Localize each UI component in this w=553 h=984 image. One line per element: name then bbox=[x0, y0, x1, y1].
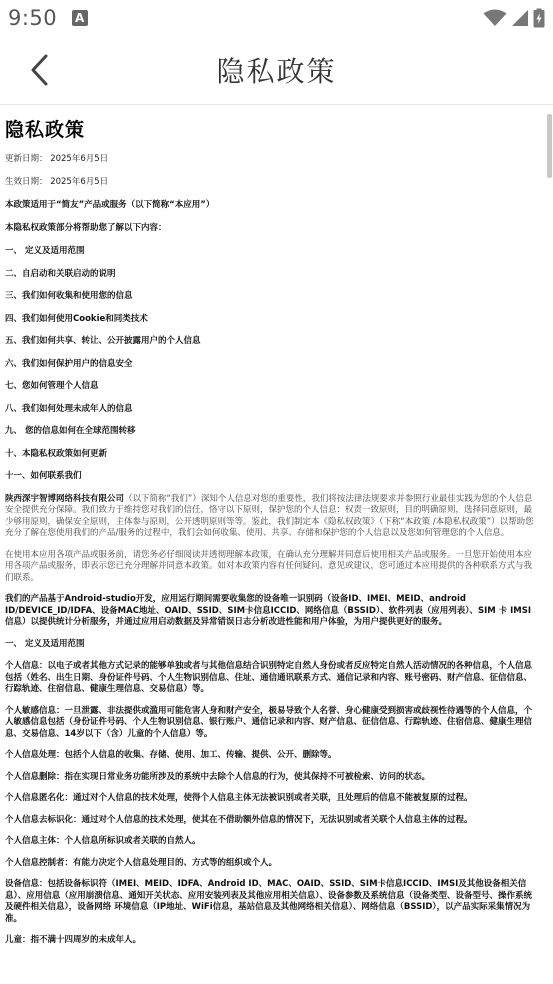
definition-term: 个人信息处理： bbox=[5, 750, 65, 760]
company-name: 陕西深宇智博网络科技有限公司 bbox=[5, 493, 125, 504]
effective-date: 生效日期： 2025年6月5日 bbox=[5, 177, 109, 187]
section-heading: 一、 定义及适用范围 bbox=[5, 638, 85, 649]
toc-item: 二、自启动和关联启动的说明 bbox=[5, 268, 116, 279]
status-time: 9:50 bbox=[8, 6, 58, 30]
definition-item bbox=[5, 935, 534, 947]
toc-item: 六、我们如何保护用户的信息安全 bbox=[5, 358, 133, 369]
definition-term: 个人信息去标识化： bbox=[5, 814, 82, 825]
definition-term: 个人信息： bbox=[5, 661, 48, 671]
definition-item bbox=[5, 793, 534, 805]
definition-text: 一旦泄露、非法提供或滥用可能危害人身和财产安全，极易导致个人名誉、身心健康受到损害或歧视性待遇等的个人信息，个人敏感信息包括（身份证件号码、个人生物识别信息、银行账户、通信记录和内容、财产信息、征信信息、行踪轨迹、住宿信息、健康生理信息、交易信息、14岁以下（含）儿童的个人信息）等。 bbox=[5, 705, 533, 739]
definition-text: 指不满十四周岁的未成年人。 bbox=[30, 935, 142, 945]
definition-item bbox=[5, 879, 534, 925]
company-paragraph-text: （以下简称“我们”）深知个人信息对您的重要性，我们将按法律法规要求并参照行业最佳实践为您的个人信息安全提供充分保障。我们致力于维持您对我们的信任，恪守以下原则，保护您的个人信息：权责一致原则，目的明确原则，选择同意原则，最少够用原则，确保安全原则，主体参与原则，公开透明原则等等。鉴此，我们制定本《隐私权政策》（下称“本政策 /本隐私权政策”）以帮助您充分了解在您使用我们的产品/服务的过程中，我们会如何收集、使用、共享、存储和保护您的个人信息以及您如何管理您的个人信息。 bbox=[5, 493, 534, 538]
definition-term: 个人信息删除： bbox=[5, 771, 65, 782]
definition-term: 个人信息匿名化： bbox=[5, 793, 74, 803]
toc-item: 五、我们如何共享、转让、公开披露用户的个人信息 bbox=[5, 336, 201, 346]
definition-text: 个人信息所标识或者关联的自然人。 bbox=[64, 836, 201, 846]
company-paragraph bbox=[5, 494, 534, 540]
intro-contents: 本隐私权政策部分将帮助您了解以下内容： bbox=[5, 223, 167, 233]
toc-item: 四、我们如何使用Cookie和同类技术 bbox=[5, 313, 148, 324]
toc-item: 七、您如何管理个人信息 bbox=[5, 381, 99, 391]
android-paragraph: 我们的产品基于Android-studio开发，应用运行期间需要收集您的设备唯一识别码（设备ID、IMEI、MEID、android ID/DEVICE_ID/IDFA、设备MAC地址、OAID、SSID、SIM卡信息ICCID、网络信息（BSSID）、软件列表（应用列表）、SIM 卡 IMSI 信息）以提供统计分析服务，并通过应用启动数据及异常错误日志分析改进性能和用户体验，为用户提供更好的服务。 bbox=[5, 594, 532, 627]
policy-content[interactable] bbox=[0, 105, 553, 984]
toc-item: 八、我们如何处理未成年人的信息 bbox=[5, 403, 133, 414]
definition-item bbox=[5, 706, 534, 741]
updated-date: 更新日期： 2025年6月5日 bbox=[5, 154, 109, 164]
definition-term: 个人敏感信息： bbox=[5, 705, 65, 716]
definition-term: 设备信息： bbox=[5, 879, 48, 889]
policy-document bbox=[0, 105, 540, 947]
status-icons bbox=[483, 8, 545, 28]
definition-text: 通过对个人信息的技术处理，使得个人信息主体无法被识别或者关联，且处理后的信息不能被复原的过程。 bbox=[73, 793, 473, 803]
definition-text: 以电子或者其他方式记录的能够单独或者与其他信息结合识别特定自然人身份或者反应特定自然人活动情况的各种信息，个人信息包括（姓名、出生日期、身份证件号码、个人生物识别信息、住址、通信通讯联系方式、通信记录和内容、账号密码、财产信息、征信信息、行踪轨迹、住宿信息、健康生理信息、交易信息）等。 bbox=[5, 661, 533, 694]
scrollbar-thumb[interactable] bbox=[547, 114, 552, 178]
definition-text: 包括设备标识符（IMEI、MEID、IDFA、Android ID、MAC、OAID、SSID、SIM卡信息ICCID、IMSI及其他设备相关信息）、应用信息（应用崩溃信息、通知开关状态、应用安装列表及其他应用相关信息）、设备参数及系统信息（设备类型、设备型号、操作系统及硬件相关信息），设备网络 环境信息（IP地址、WiFi信息，基站信息及其他网络相关信息）、网络信息（BSSID），以产品实际采集情况为准。 bbox=[5, 879, 533, 924]
definition-term: 个人信息控制者： bbox=[5, 857, 74, 868]
definition-item bbox=[5, 815, 534, 827]
definition-text: 通过对个人信息的技术处理，使其在不借助额外信息的情况下，无法识别或者关联个人信息主体的过程。 bbox=[81, 814, 473, 825]
document-heading: 隐私政策 bbox=[5, 119, 86, 141]
usage-paragraph: 在使用本应用各项产品或服务前，请您务必仔细阅读并透彻理解本政策，在确认充分理解并同意后使用相关产品或服务。一旦您开始使用本应用各项产品或服务，即表示您已充分理解并同意本政策。如对本政策内容有任何疑问、意见或建议，您可通过本应用提供的各种联系方式与我们联系。 bbox=[5, 549, 533, 583]
definition-text: 包括个人信息的收集、存储、使用、加工、传输、提供、公开、删除等。 bbox=[64, 750, 337, 760]
wifi-icon bbox=[483, 9, 507, 27]
page-title: 隐私政策 bbox=[216, 55, 337, 88]
toc-item: 一、 定义及适用范围 bbox=[5, 246, 85, 256]
definition-item bbox=[5, 836, 534, 848]
definition-item bbox=[5, 750, 534, 762]
definition-text: 有能力决定个人信息处理目的、方式等的组织或个人。 bbox=[73, 857, 278, 868]
cell-signal-icon bbox=[511, 9, 529, 27]
battery-icon bbox=[533, 8, 545, 28]
title-bar bbox=[0, 36, 553, 105]
notification-icon bbox=[72, 10, 88, 26]
status-bar bbox=[0, 0, 553, 36]
toc-item: 十、本隐私权政策如何更新 bbox=[5, 448, 108, 459]
definition-item bbox=[5, 661, 534, 696]
toc-item: 三、我们如何收集和使用您的信息 bbox=[5, 291, 133, 301]
toc-item: 十一、如何联系我们 bbox=[5, 471, 82, 481]
intro-scope: 本政策适用于“简友”产品或服务（以下简称“本应用”） bbox=[5, 200, 215, 210]
definition-term: 个人信息主体： bbox=[5, 836, 65, 846]
notification-icon-letter: A bbox=[75, 11, 85, 25]
definition-text: 指在实现日常业务功能所涉及的系统中去除个人信息的行为，使其保持不可被检索、访问的状态。 bbox=[64, 771, 431, 782]
definition-item bbox=[5, 772, 534, 784]
definition-item bbox=[5, 858, 534, 870]
toc-item: 九、 您的信息如何在全球范围转移 bbox=[5, 426, 136, 436]
definition-term: 儿童： bbox=[5, 935, 31, 945]
